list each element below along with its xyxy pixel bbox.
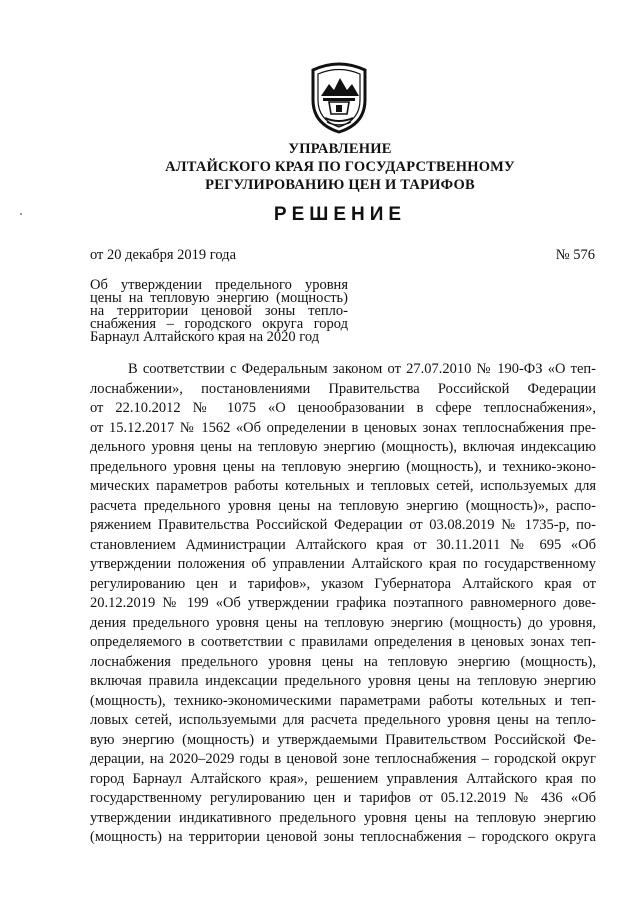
body-line: вую энергию (мощность) и утверждаемыми Правительством Российской Фе- [90, 731, 596, 748]
body-line: дельного уровня цены на тепловую энергию (мощность), включая индексацию [90, 439, 596, 455]
body-line: от 22.10.2012 № 1075 «О ценообразовании в сфере теплоснабжения», [90, 400, 596, 416]
body-line: (мощность), технико-экономическими параметрами работы котельных и теп- [90, 692, 596, 709]
body-line: государственному регулированию цен и тарифов от 05.12.2019 № 436 «Об [90, 790, 596, 806]
document-number: № 576 [555, 247, 595, 263]
agency-line: УПРАВЛЕНИЕ [288, 141, 392, 157]
body-line: (мощность) на территории ценовой зоны теплоснабжения – городского округа [90, 829, 596, 845]
document-subject [90, 279, 348, 344]
body-line: регулированию цен и тарифов», указом Губернатора Алтайского края от [90, 575, 596, 592]
body-line: расчета предельного уровня цены на тепловую энергию (мощность)», распо- [90, 497, 596, 514]
agency-line: РЕГУЛИРОВАНИЮ ЦЕН И ТАРИФОВ [205, 177, 475, 193]
agency-line: АЛТАЙСКОГО КРАЯ ПО ГОСУДАРСТВЕННОМУ [165, 159, 515, 175]
body-line: ряжением Правительства Российской Федерации от 03.08.2019 № 1735-р, по- [90, 517, 596, 533]
body-line: становлением Администрации Алтайского края от 30.11.2011 № 695 «Об [90, 536, 596, 553]
body-line: лоснабжения предельного уровня цены на тепловую энергию (мощность), [90, 653, 596, 670]
document-type-title: РЕШЕНИЕ [273, 204, 407, 225]
document-date: от 20 декабря 2019 года [90, 247, 236, 263]
body-line: дерации, на 2020–2029 годы в ценовой зоне теплоснабжения – городской округ [90, 751, 596, 767]
subject-line: на территории ценовой зоны тепло- [90, 303, 348, 319]
body-line: дения предельного уровня цены на тепловую энергию (мощность) до уровня, [90, 614, 596, 631]
body-line: утверждении индикативного предельного уровня цены на тепловую энергию [90, 809, 596, 826]
body-line: включая правила индексации предельного уровня цены на тепловую энергию [90, 673, 596, 689]
scan-speck [20, 213, 22, 215]
subject-line: Барнаул Алтайского края на 2020 год [90, 329, 320, 345]
body-line: предельного уровня цены на тепловую энергию (мощность), и технико-эконо- [90, 458, 596, 475]
body-line: утверждении положения об управлении Алтайского края по государственному [90, 556, 596, 572]
body-line: определяемого в соответствии с правилами определения в ценовых зонах теп- [90, 634, 596, 650]
agency-name [40, 140, 639, 194]
body-line: ловых сетей, используемыми для расчета предельного уровня цены на тепло- [90, 712, 596, 728]
body-line: 20.12.2019 № 199 «Об утверждении графика поэтапного равномерного дове- [90, 595, 596, 611]
document-body [90, 360, 596, 848]
subject-line: цены на тепловую энергию (мощность) [90, 290, 348, 306]
subject-line: снабжения – городского округа город [90, 316, 348, 332]
body-line: город Барнаул Алтайского края», решением управления Алтайского края по [90, 770, 596, 787]
body-line: мических параметров работы котельных и тепловых сетей, используемых для [90, 478, 596, 494]
body-line: лоснабжении», постановлениями Правительства Российской Федерации [90, 380, 596, 397]
body-line: от 15.12.2017 № 1562 «Об определении в ценовых зонах теплоснабжения пре- [90, 419, 596, 436]
body-line: В соответствии с Федеральным законом от 27.07.2010 № 190-ФЗ «О теп- [128, 361, 596, 377]
subject-line: Об утверждении предельного уровня [90, 277, 348, 293]
coat-of-arms-emblem [307, 62, 371, 134]
